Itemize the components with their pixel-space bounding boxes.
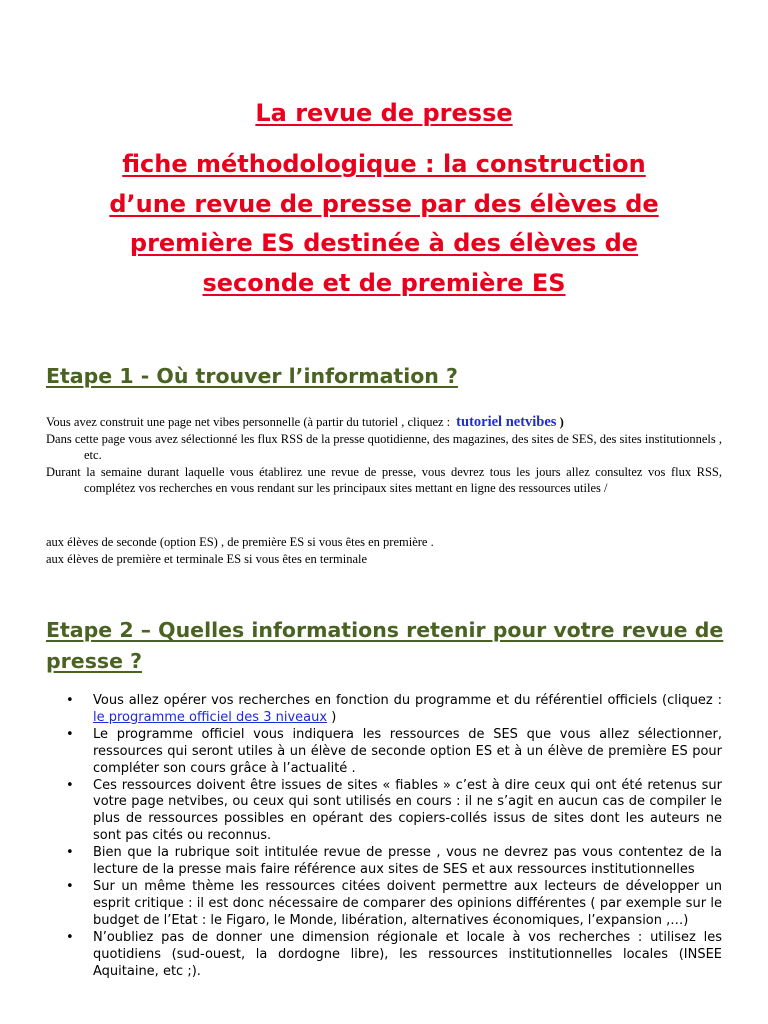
list-item xyxy=(66,693,722,727)
bullet-text: Le programme officiel vous indiquera les ressources de SES que vous allez sélectionner, ressources qui seront utiles à un élève de seconde option ES et à un élève de première ES pour compléter son cours grâce à l’actualité . xyxy=(93,726,722,776)
bullet-text: Sur un même thème les ressources citées doivent permettre aux lecteurs de développer un esprit critique : il est donc nécessaire de comparer des opinions différentes ( par exemple sur le budget de l’Etat : le Figaro, le Monde, libération, alternatives économiques, l’expansion ,…) xyxy=(93,878,722,928)
step1-paragraph: aux élèves de seconde (option ES) , de première ES si vous êtes en première . xyxy=(46,535,434,549)
bullet-text: Vous allez opérer vos recherches en fonction du programme et du référentiel officiels (cliquez : xyxy=(93,693,722,708)
document-title xyxy=(0,96,768,130)
document-title-text: La revue de presse xyxy=(255,99,513,127)
bullet-icon: • xyxy=(66,845,74,861)
step1-audience-text xyxy=(46,534,722,567)
step1-paragraph: aux élèves de première et terminale ES si vous êtes en terminale xyxy=(46,551,368,566)
list-item xyxy=(66,930,722,981)
step1-paragraph: Dans cette page vous avez sélectionné les flux RSS de la presse quotidienne, des magazines, des sites de SES, des sites institutionnels , etc. xyxy=(46,431,722,462)
bullet-icon: • xyxy=(66,878,74,894)
bullet-text: Ces ressources doivent être issues de sites « fiables » c’est à dire ceux qui ont été retenus sur votre page netvibes, ou ceux qui sont utilisés en cours : il ne s’agit en aucun cas de compiler le plus de ressources possibles en opérant des copiers-collés issus de sites dont les auteurs ne sont pas cités ou reconnus. xyxy=(93,777,722,844)
step1-paragraph: Durant la semaine durant laquelle vous établirez une revue de presse, vous devrez tous les jours allez consultez vos flux RSS, complétez vos recherches en vous rendant sur les principaux sites mettant en ligne des ressources utiles / xyxy=(46,464,722,495)
list-item xyxy=(66,879,722,930)
subtitle-line: seconde et de première ES xyxy=(202,268,566,297)
step1-heading: Etape 1 - Où trouver l’information ? xyxy=(46,364,458,388)
document-subtitle xyxy=(40,145,728,303)
step1-para1-end: ) xyxy=(556,415,564,429)
bullet-icon: • xyxy=(66,726,74,742)
list-item xyxy=(66,845,722,879)
subtitle-line: d’une revue de presse par des élèves de xyxy=(109,189,659,218)
bullet-text: Bien que la rubrique soit intitulée revue de presse , vous ne devrez pas vous contentez de la lecture de la presse mais faire référence aux sites de SES et aux ressources institutionnelles xyxy=(93,845,722,878)
step1-para1-text: Vous avez construit une page net vibes personnelle (à partir du tutoriel , cliquez : xyxy=(46,415,451,429)
bullet-icon: • xyxy=(66,777,74,793)
bullet-text: ) xyxy=(327,709,337,725)
bullet-icon: • xyxy=(66,929,74,945)
bullet-text: N’oubliez pas de donner une dimension régionale et locale à vos recherches : utilisez les quotidiens (sud-ouest, la dordogne libre), les ressources institutionnelles locales (INSEE Aquitaine, etc ;). xyxy=(93,929,722,979)
step2-bullet-list xyxy=(66,693,722,980)
subtitle-line: fiche méthodologique : la construction xyxy=(122,150,646,178)
step2-heading: Etape 2 – Quelles informations retenir pour votre revue de presse ? xyxy=(46,618,724,673)
subtitle-line: première ES destinée à des élèves de xyxy=(129,229,639,257)
bullet-icon: • xyxy=(66,693,74,708)
list-item xyxy=(66,778,722,846)
list-item xyxy=(66,727,722,778)
programme-officiel-link[interactable]: le programme officiel des 3 niveaux xyxy=(93,709,328,725)
step1-paragraph xyxy=(46,414,722,431)
tutoriel-netvibes-link[interactable]: tutoriel netvibes xyxy=(456,414,557,430)
step1-text xyxy=(46,414,722,497)
